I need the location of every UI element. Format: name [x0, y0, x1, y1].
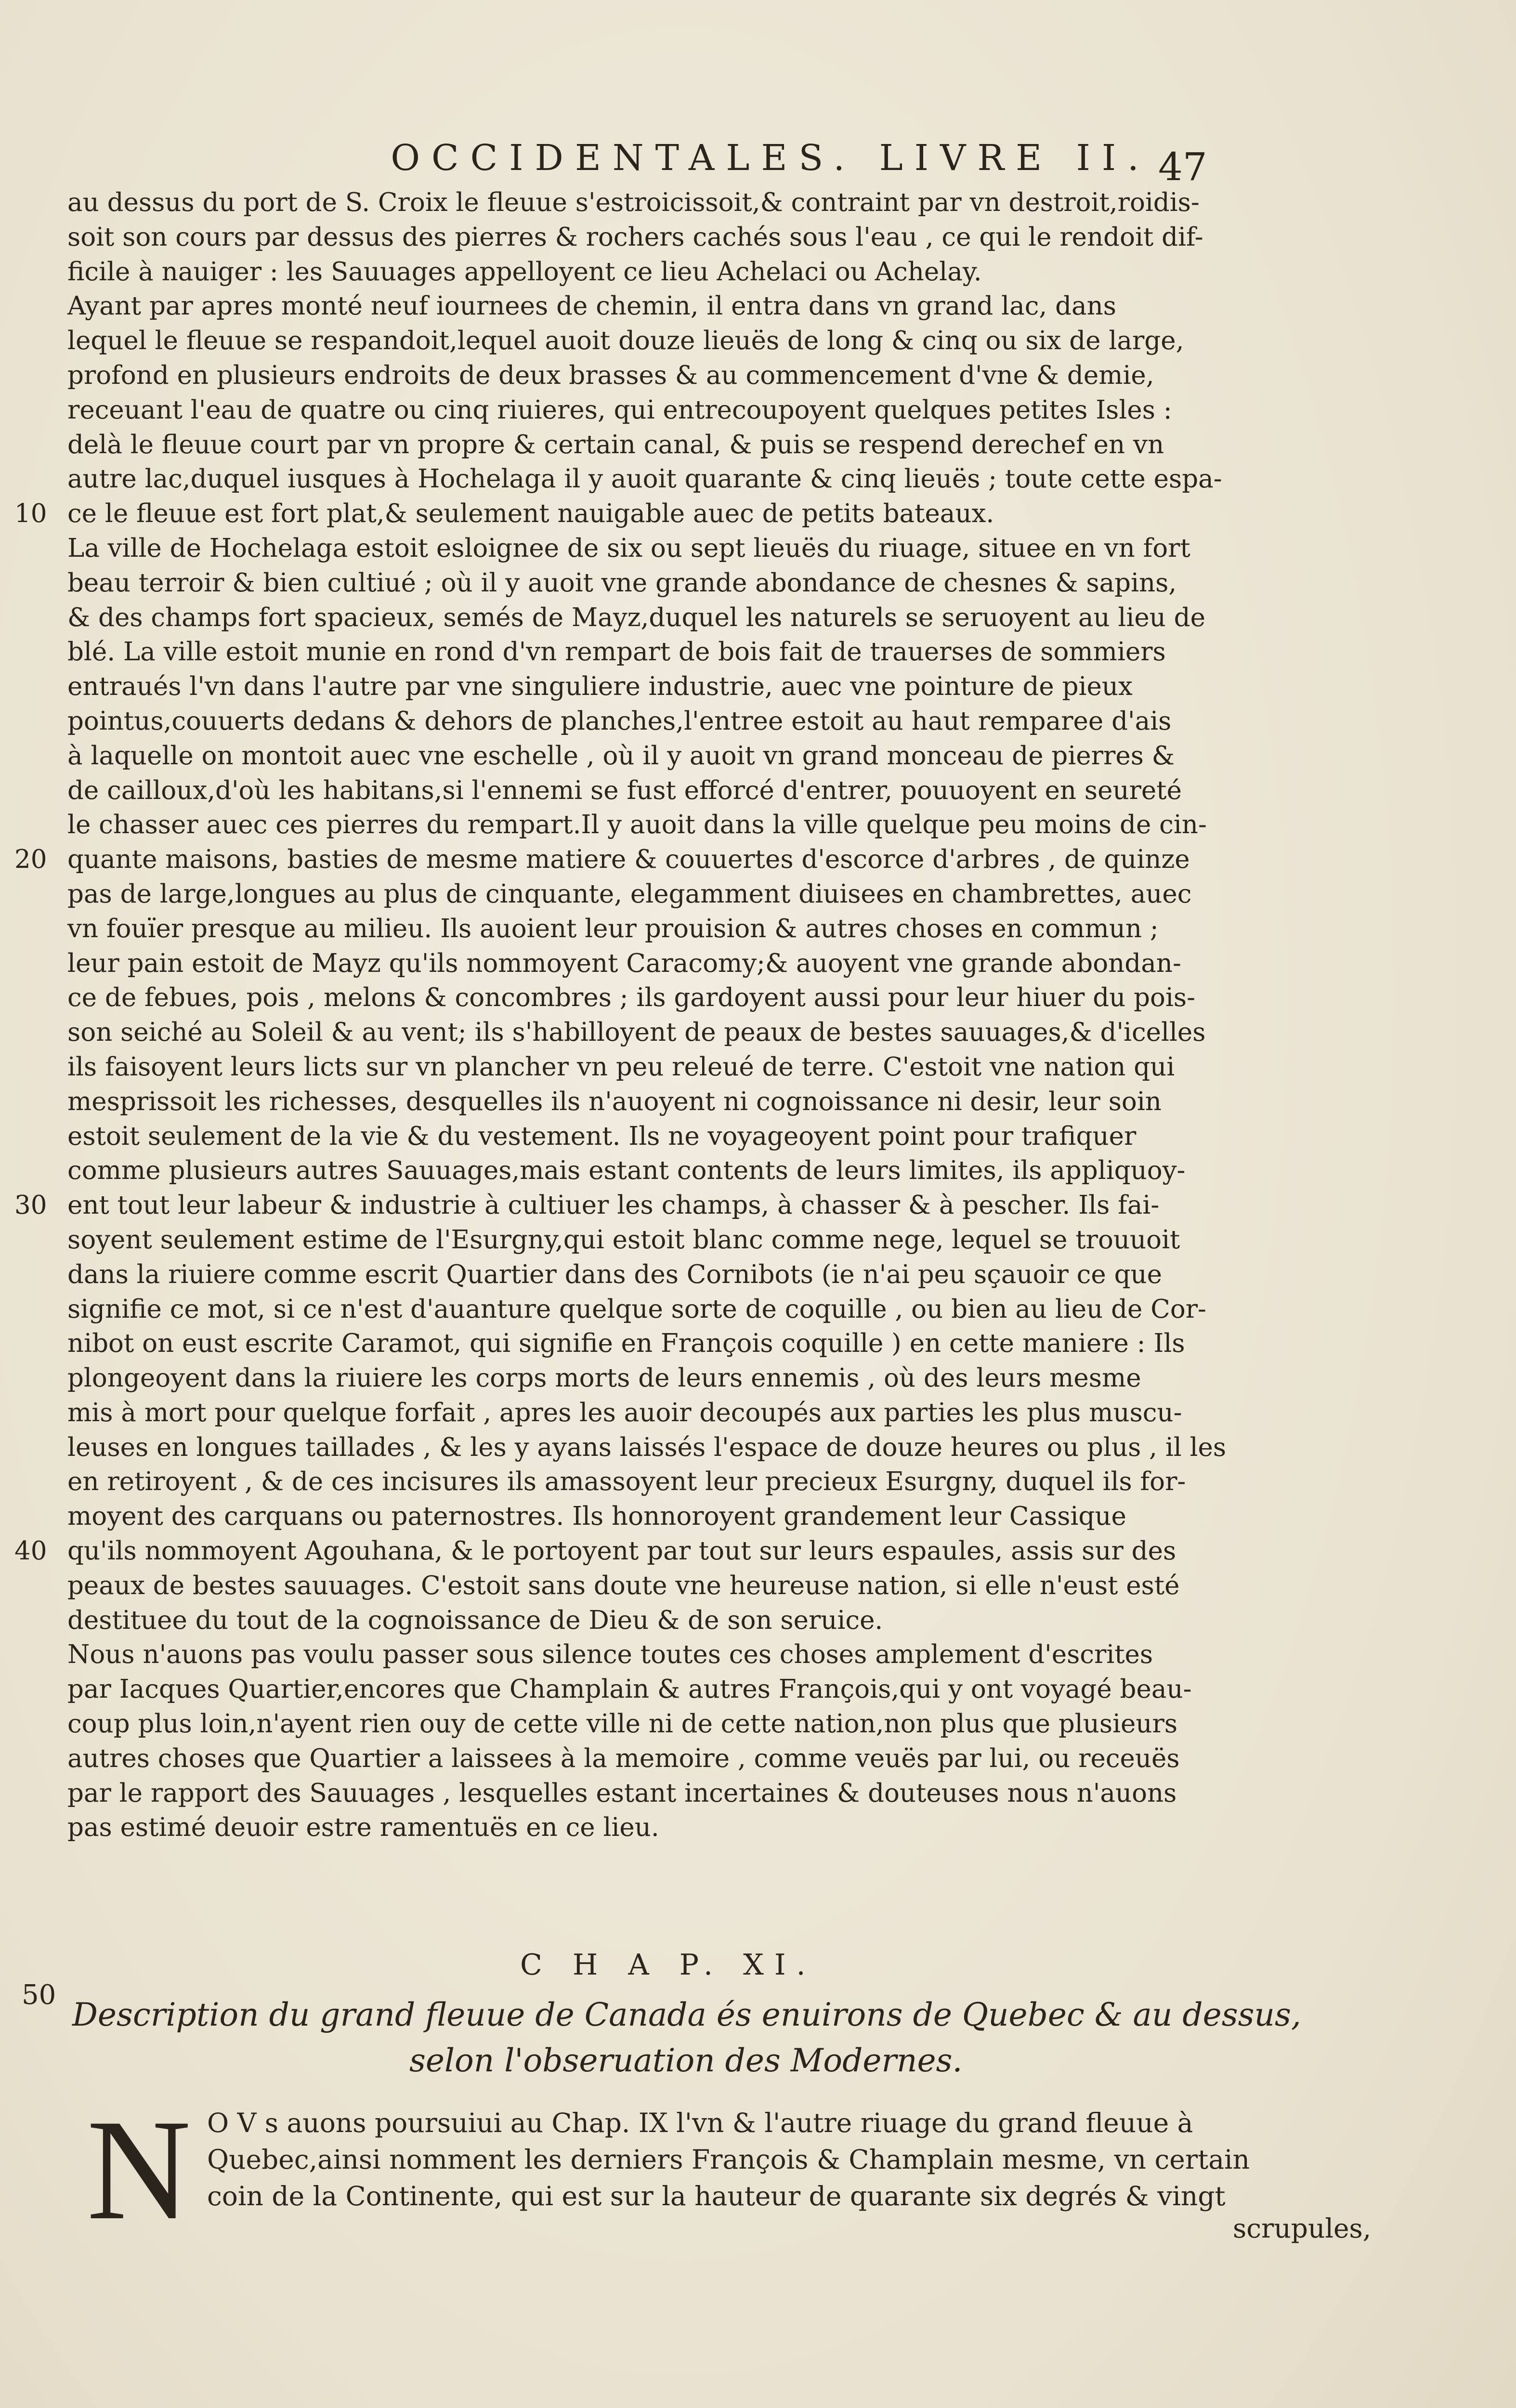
line-text: ficile à nauiger : les Sauuages appelloyent ce lieu Achelaci ou Achelay. — [67, 257, 982, 287]
text-line — [67, 1776, 1464, 1811]
line-text: peaux de bestes sauuages. C'estoit sans doute vne heureuse nation, si elle n'eust esté — [67, 1570, 1180, 1600]
line-text: ils faisoyent leurs licts sur vn plancher vn peu releué de terre. C'estoit vne nation qui — [67, 1052, 1175, 1082]
line-text: autre lac,duquel iusques à Hochelaga il y auoit quarante & cinq lieuës ; toute cette espa- — [67, 464, 1222, 494]
text-line — [67, 393, 1464, 428]
text-line — [67, 1603, 1464, 1638]
text-line — [67, 220, 1464, 255]
line-text: receuant l'eau de quatre ou cinq riuieres, qui entrecoupoyent quelques petites Isles : — [67, 395, 1172, 425]
text-line — [67, 704, 1464, 739]
line-text: blé. La ville estoit munie en rond d'vn rempart de bois fait de trauerses de sommiers — [67, 637, 1166, 667]
running-title: OCCIDENTALES. LIVRE II. — [391, 137, 1150, 179]
chapter-body-line: O V s auons poursuiui au Chap. IX l'vn & l'autre riuage du grand fleuue à — [207, 2107, 1193, 2138]
drop-cap: N — [87, 2090, 191, 2250]
text-line — [67, 531, 1464, 566]
line-text: ce le fleuue est fort plat,& seulement nauigable auec de petits bateaux. — [67, 499, 994, 529]
line-text: autres choses que Quartier a laissees à la memoire , comme veuës par lui, ou receuës — [67, 1743, 1180, 1773]
line-text: au dessus du port de S. Croix le fleuue s'estroicissoit,& contraint par vn destroit,roidis- — [67, 188, 1200, 217]
line-number: 30 — [14, 1191, 47, 1220]
text-line — [67, 1326, 1464, 1361]
text-line — [67, 255, 1464, 289]
text-line — [67, 669, 1464, 704]
line-text: quante maisons, basties de mesme matiere & couuertes d'escorce d'arbres , de quinze — [67, 845, 1190, 875]
line-text: à laquelle on montoit auec vne eschelle , où il y auoit vn grand monceau de pierres & — [67, 741, 1175, 771]
text-line — [67, 877, 1464, 912]
text-line — [67, 1637, 1464, 1672]
text-line — [67, 946, 1464, 981]
line-text: moyent des carquans ou paternostres. Ils honnoroyent grandement leur Cassique — [67, 1502, 1126, 1531]
line-text: en retiroyent , & de ces incisures ils amassoyent leur precieux Esurgny, duquel ils for- — [67, 1467, 1186, 1497]
text-line — [67, 428, 1464, 462]
text-line — [67, 1707, 1464, 1741]
text-line — [14, 1188, 1464, 1223]
chapter-body-text — [207, 2105, 1459, 2214]
text-line — [67, 808, 1464, 842]
line-text: destituee du tout de la cognoissance de Dieu & de son seruice. — [67, 1605, 883, 1635]
line-text: ce de febues, pois , melons & concombres ; ils gardoyent aussi pour leur hiuer du pois- — [67, 983, 1196, 1013]
line-text: par le rapport des Sauuages , lesquelles estant incertaines & douteuses nous n'auons — [67, 1778, 1177, 1808]
line-text: & des champs fort spacieux, semés de Mayz,duquel les naturels se seruoyent au lieu de — [67, 602, 1205, 632]
line-text: leur pain estoit de Mayz qu'ils nommoyent Caracomy;& auoyent vne grande abondan- — [67, 948, 1181, 978]
chapter-body-line: Quebec,ainsi nomment les derniers François & Champlain mesme, vn certain — [207, 2144, 1250, 2175]
line-text: Nous n'auons pas voulu passer sous silence toutes ces choses amplement d'escrites — [67, 1640, 1153, 1670]
text-line — [67, 1085, 1464, 1119]
text-line — [67, 1119, 1464, 1154]
text-line — [67, 1810, 1464, 1845]
text-line — [67, 1672, 1464, 1707]
line-text: estoit seulement de la vie & du vestement. Ils ne voyageoyent point pour trafiquer — [67, 1121, 1137, 1151]
line-text: le chasser auec ces pierres du rempart.Il y auoit dans la ville quelque peu moins de cin- — [67, 810, 1207, 840]
text-line — [67, 1396, 1464, 1430]
text-line — [67, 1569, 1464, 1603]
line-number-50: 50 — [22, 1979, 56, 2011]
text-line — [67, 912, 1464, 946]
line-text: lequel le fleuue se respandoit,lequel auoit douze lieuës de long & cinq ou six de large, — [67, 326, 1184, 356]
line-text: comme plusieurs autres Sauuages,mais estant contents de leurs limites, ils appliquoy- — [67, 1156, 1186, 1186]
catchword: scrupules, — [1233, 2213, 1372, 2244]
text-line — [67, 324, 1464, 358]
line-text: signifie ce mot, si ce n'est d'auanture quelque sorte de coquille , ou bien au lieu de Cor- — [67, 1294, 1206, 1324]
text-line — [67, 1430, 1464, 1465]
line-text: La ville de Hochelaga estoit esloignee de six ou sept lieuës du riuage, situee en vn fort — [67, 533, 1190, 563]
page-number: 47 — [1158, 144, 1207, 189]
text-line — [67, 1223, 1464, 1257]
line-text: entraués l'vn dans l'autre par vne singuliere industrie, auec vne pointure de pieux — [67, 672, 1133, 702]
line-text: de cailloux,d'où les habitans,si l'ennemi se fust efforcé d'entrer, pouuoyent en seureté — [67, 775, 1182, 805]
line-number: 20 — [14, 845, 47, 875]
line-text: coup plus loin,n'ayent rien ouy de cette ville ni de cette nation,non plus que plusieurs — [67, 1709, 1178, 1739]
line-text: mesprissoit les richesses, desquelles ils n'auoyent ni cognoissance ni desir, leur soin — [67, 1086, 1162, 1116]
line-text: Ayant par apres monté neuf iournees de chemin, il entra dans vn grand lac, dans — [67, 291, 1116, 321]
text-line — [67, 981, 1464, 1015]
line-text: nibot on eust escrite Caramot, qui signifie en François coquille ) en cette maniere : Ils — [67, 1329, 1185, 1359]
chapter-body-line: coin de la Continente, qui est sur la hauteur de quarante six degrés & vingt — [207, 2181, 1226, 2212]
line-text: plongeoyent dans la riuiere les corps morts de leurs ennemis , où des leurs mesme — [67, 1363, 1141, 1393]
line-text: soit son cours par dessus des pierres & rochers cachés sous l'eau , ce qui le rendoit dif- — [67, 222, 1203, 252]
chapter-title-line2: selon l'obseruation des Modernes. — [409, 2042, 963, 2079]
text-line — [67, 462, 1464, 497]
text-line — [67, 185, 1464, 220]
line-text: pas de large,longues au plus de cinquante, elegamment diuisees en chambrettes, auec — [67, 879, 1192, 909]
text-line — [67, 1499, 1464, 1534]
text-line — [67, 773, 1464, 808]
line-text: qu'ils nommoyent Agouhana, & le portoyent par tout sur leurs espaules, assis sur des — [67, 1536, 1176, 1566]
line-text: leuses en longues taillades , & les y ayans laissés l'espace de douze heures ou plus , il les — [67, 1432, 1227, 1462]
text-line — [67, 601, 1464, 635]
text-line — [67, 289, 1464, 324]
line-text: pas estimé deuoir estre ramentuës en ce lieu. — [67, 1813, 659, 1843]
text-line — [67, 1361, 1464, 1396]
text-line — [67, 1050, 1464, 1085]
text-line — [67, 739, 1464, 773]
text-line — [67, 1153, 1464, 1188]
text-line — [67, 358, 1464, 393]
line-text: vn fouïer presque au milieu. Ils auoient leur prouision & autres choses en commun ; — [67, 914, 1159, 943]
line-number: 10 — [14, 499, 47, 529]
line-text: mis à mort pour quelque forfait , apres les auoir decoupés aux parties les plus muscu- — [67, 1398, 1182, 1427]
line-text: profond en plusieurs endroits de deux brasses & au commencement d'vne & demie, — [67, 360, 1154, 390]
text-line — [67, 1257, 1464, 1292]
text-line — [67, 1292, 1464, 1327]
text-line — [67, 1741, 1464, 1776]
text-line — [14, 842, 1464, 877]
line-text: son seiché au Soleil & au vent; ils s'habilloyent de peaux de bestes sauuages,& d'icelles — [67, 1018, 1206, 1047]
line-text: par Iacques Quartier,encores que Champlain & autres François,qui y ont voyagé beau- — [67, 1675, 1192, 1704]
line-text: dans la riuiere comme escrit Quartier dans des Cornibots (ie n'ai peu sçauoir ce que — [67, 1259, 1162, 1289]
main-text-block — [14, 185, 1464, 1845]
text-line — [67, 635, 1464, 669]
text-line — [67, 1015, 1464, 1050]
text-line — [14, 497, 1464, 531]
text-line — [67, 1465, 1464, 1499]
line-text: ent tout leur labeur & industrie à cultiuer les champs, à chasser & à pescher. Ils fai- — [67, 1191, 1160, 1220]
line-text: beau terroir & bien cultiué ; où il y auoit vne grande abondance de chesnes & sapins, — [67, 568, 1177, 598]
line-text: pointus,couuerts dedans & dehors de planches,l'entree estoit au haut remparee d'ais — [67, 706, 1172, 736]
line-number: 40 — [14, 1536, 47, 1566]
text-line — [67, 566, 1464, 601]
line-text: soyent seulement estime de l'Esurgny,qui estoit blanc comme nege, lequel se trouuoit — [67, 1225, 1180, 1255]
text-line — [14, 1534, 1464, 1569]
line-text: delà le fleuue court par vn propre & certain canal, & puis se respend derechef en vn — [67, 430, 1164, 459]
chapter-title-line1: Description du grand fleuue de Canada és enuirons de Quebec & au dessus, — [72, 1996, 1301, 2033]
chapter-label: C H A P. XI. — [520, 1948, 816, 1982]
